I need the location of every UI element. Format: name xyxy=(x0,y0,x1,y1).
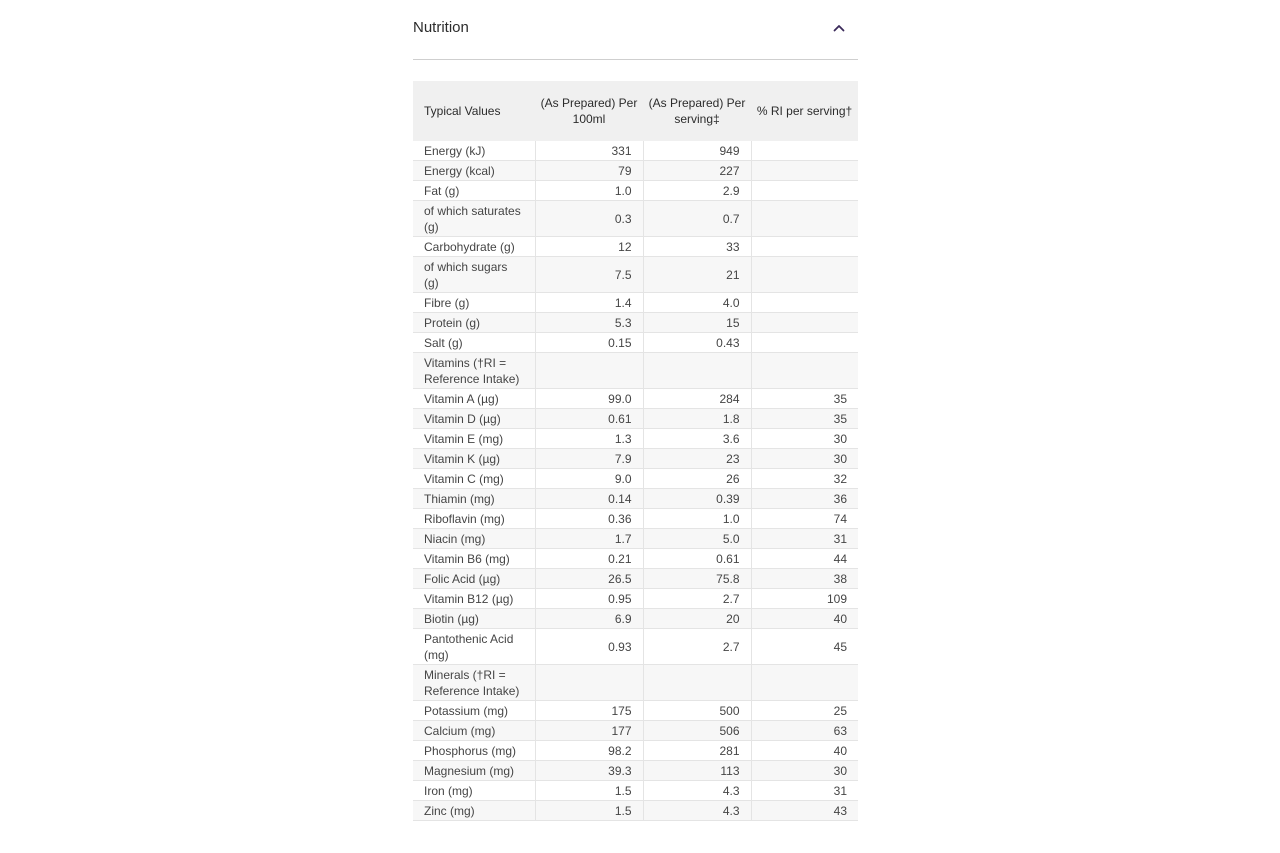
nutrient-name-cell: Energy (kcal) xyxy=(413,161,535,181)
per-100ml-cell: 9.0 xyxy=(535,469,643,489)
table-row xyxy=(413,761,858,781)
per-100ml-cell: 1.7 xyxy=(535,529,643,549)
per-serving-cell: 23 xyxy=(643,449,751,469)
ri-percent-cell: 30 xyxy=(751,449,858,469)
per-100ml-cell: 177 xyxy=(535,721,643,741)
per-serving-cell: 15 xyxy=(643,313,751,333)
nutrient-name-cell: Biotin (µg) xyxy=(413,609,535,629)
ri-percent-cell xyxy=(751,353,858,389)
ri-percent-cell xyxy=(751,181,858,201)
nutrient-name-cell: Vitamin E (mg) xyxy=(413,429,535,449)
per-100ml-cell: 79 xyxy=(535,161,643,181)
ri-percent-cell: 74 xyxy=(751,509,858,529)
nutrient-name-cell: Vitamin K (µg) xyxy=(413,449,535,469)
nutrient-name-cell: Fibre (g) xyxy=(413,293,535,313)
ri-percent-cell xyxy=(751,201,858,237)
table-row xyxy=(413,569,858,589)
per-serving-cell: 284 xyxy=(643,389,751,409)
per-100ml-cell: 7.5 xyxy=(535,257,643,293)
ri-percent-cell xyxy=(751,237,858,257)
nutrition-accordion xyxy=(413,0,858,818)
table-row xyxy=(413,313,858,333)
ri-percent-cell: 38 xyxy=(751,569,858,589)
ri-percent-cell: 35 xyxy=(751,409,858,429)
table-row xyxy=(413,181,858,201)
nutrition-accordion-header[interactable] xyxy=(413,0,858,60)
ri-percent-cell xyxy=(751,293,858,313)
per-serving-cell: 0.7 xyxy=(643,201,751,237)
table-row xyxy=(413,665,858,701)
ri-percent-cell xyxy=(751,665,858,701)
table-row xyxy=(413,257,858,293)
table-row xyxy=(413,161,858,181)
per-100ml-cell: 331 xyxy=(535,141,643,161)
per-100ml-cell: 0.61 xyxy=(535,409,643,429)
per-serving-cell: 227 xyxy=(643,161,751,181)
table-row xyxy=(413,781,858,801)
nutrient-name-cell: Magnesium (mg) xyxy=(413,761,535,781)
per-100ml-cell: 0.21 xyxy=(535,549,643,569)
per-serving-cell: 949 xyxy=(643,141,751,161)
nutrient-name-cell: Vitamin C (mg) xyxy=(413,469,535,489)
nutrient-name-cell: Vitamin A (µg) xyxy=(413,389,535,409)
ri-percent-cell xyxy=(751,161,858,181)
per-serving-cell: 2.9 xyxy=(643,181,751,201)
ri-percent-cell: 40 xyxy=(751,609,858,629)
per-serving-cell xyxy=(643,665,751,701)
per-100ml-cell: 1.4 xyxy=(535,293,643,313)
nutrient-name-cell: Vitamin D (µg) xyxy=(413,409,535,429)
per-100ml-cell: 0.36 xyxy=(535,509,643,529)
table-row xyxy=(413,489,858,509)
table-header-row xyxy=(413,81,858,141)
nutrition-title: Nutrition xyxy=(413,19,469,36)
ri-percent-cell xyxy=(751,141,858,161)
nutrient-name-cell: Minerals (†RI = Reference Intake) xyxy=(413,665,535,701)
per-100ml-cell: 26.5 xyxy=(535,569,643,589)
per-serving-cell: 4.3 xyxy=(643,801,751,821)
table-row xyxy=(413,701,858,721)
per-100ml-cell: 1.3 xyxy=(535,429,643,449)
nutrient-name-cell: Folic Acid (µg) xyxy=(413,569,535,589)
per-serving-cell: 0.39 xyxy=(643,489,751,509)
nutrient-name-cell: of which sugars (g) xyxy=(413,257,535,293)
nutrient-name-cell: Carbohydrate (g) xyxy=(413,237,535,257)
nutrient-name-cell: Salt (g) xyxy=(413,333,535,353)
per-100ml-cell: 0.15 xyxy=(535,333,643,353)
table-row xyxy=(413,141,858,161)
per-serving-cell xyxy=(643,353,751,389)
per-100ml-cell: 0.14 xyxy=(535,489,643,509)
per-serving-cell: 4.0 xyxy=(643,293,751,313)
header-per-serving: (As Prepared) Per serving‡ xyxy=(643,81,751,141)
ri-percent-cell: 43 xyxy=(751,801,858,821)
per-serving-cell: 33 xyxy=(643,237,751,257)
per-100ml-cell xyxy=(535,353,643,389)
ri-percent-cell: 31 xyxy=(751,781,858,801)
table-row xyxy=(413,549,858,569)
ri-percent-cell: 30 xyxy=(751,761,858,781)
ri-percent-cell: 32 xyxy=(751,469,858,489)
per-serving-cell: 500 xyxy=(643,701,751,721)
nutrient-name-cell: Potassium (mg) xyxy=(413,701,535,721)
nutrient-name-cell: Phosphorus (mg) xyxy=(413,741,535,761)
per-100ml-cell xyxy=(535,665,643,701)
table-row xyxy=(413,609,858,629)
nutrient-name-cell: Vitamins (†RI = Reference Intake) xyxy=(413,353,535,389)
header-ri-per-serving: % RI per serving† xyxy=(751,81,858,141)
table-row xyxy=(413,333,858,353)
ri-percent-cell xyxy=(751,257,858,293)
nutrient-name-cell: Zinc (mg) xyxy=(413,801,535,821)
per-100ml-cell: 1.5 xyxy=(535,781,643,801)
nutrient-name-cell: Calcium (mg) xyxy=(413,721,535,741)
ri-percent-cell: 36 xyxy=(751,489,858,509)
per-serving-cell: 75.8 xyxy=(643,569,751,589)
table-row xyxy=(413,741,858,761)
per-100ml-cell: 0.95 xyxy=(535,589,643,609)
table-row xyxy=(413,449,858,469)
header-per-100ml: (As Prepared) Per 100ml xyxy=(535,81,643,141)
per-serving-cell: 5.0 xyxy=(643,529,751,549)
per-serving-cell: 113 xyxy=(643,761,751,781)
table-row xyxy=(413,529,858,549)
table-row xyxy=(413,389,858,409)
per-100ml-cell: 7.9 xyxy=(535,449,643,469)
table-row xyxy=(413,801,858,821)
chevron-up-icon[interactable] xyxy=(828,17,850,39)
per-100ml-cell: 6.9 xyxy=(535,609,643,629)
nutrient-name-cell: Fat (g) xyxy=(413,181,535,201)
ri-percent-cell xyxy=(751,333,858,353)
per-serving-cell: 2.7 xyxy=(643,589,751,609)
nutrient-name-cell: Thiamin (mg) xyxy=(413,489,535,509)
nutrient-name-cell: of which saturates (g) xyxy=(413,201,535,237)
per-100ml-cell: 175 xyxy=(535,701,643,721)
per-serving-cell: 0.43 xyxy=(643,333,751,353)
ri-percent-cell: 35 xyxy=(751,389,858,409)
ri-percent-cell: 45 xyxy=(751,629,858,665)
table-row xyxy=(413,721,858,741)
per-serving-cell: 26 xyxy=(643,469,751,489)
per-serving-cell: 281 xyxy=(643,741,751,761)
per-100ml-cell: 0.93 xyxy=(535,629,643,665)
per-serving-cell: 21 xyxy=(643,257,751,293)
nutrient-name-cell: Iron (mg) xyxy=(413,781,535,801)
per-serving-cell: 0.61 xyxy=(643,549,751,569)
nutrient-name-cell: Energy (kJ) xyxy=(413,141,535,161)
per-serving-cell: 3.6 xyxy=(643,429,751,449)
per-100ml-cell: 5.3 xyxy=(535,313,643,333)
per-serving-cell: 1.0 xyxy=(643,509,751,529)
nutrition-table-body xyxy=(413,141,858,821)
per-100ml-cell: 98.2 xyxy=(535,741,643,761)
nutrient-name-cell: Vitamin B6 (mg) xyxy=(413,549,535,569)
table-row xyxy=(413,629,858,665)
table-row xyxy=(413,293,858,313)
table-row xyxy=(413,509,858,529)
ri-percent-cell: 25 xyxy=(751,701,858,721)
nutrient-name-cell: Vitamin B12 (µg) xyxy=(413,589,535,609)
nutrient-name-cell: Riboflavin (mg) xyxy=(413,509,535,529)
table-row xyxy=(413,469,858,489)
per-serving-cell: 1.8 xyxy=(643,409,751,429)
per-serving-cell: 20 xyxy=(643,609,751,629)
table-row xyxy=(413,429,858,449)
per-100ml-cell: 0.3 xyxy=(535,201,643,237)
table-row xyxy=(413,353,858,389)
table-row xyxy=(413,201,858,237)
nutrient-name-cell: Niacin (mg) xyxy=(413,529,535,549)
header-typical-values: Typical Values xyxy=(413,81,535,141)
per-100ml-cell: 99.0 xyxy=(535,389,643,409)
ri-percent-cell: 109 xyxy=(751,589,858,609)
ri-percent-cell: 31 xyxy=(751,529,858,549)
per-serving-cell: 2.7 xyxy=(643,629,751,665)
nutrient-name-cell: Protein (g) xyxy=(413,313,535,333)
per-100ml-cell: 12 xyxy=(535,237,643,257)
nutrition-table xyxy=(413,81,858,821)
ri-percent-cell: 44 xyxy=(751,549,858,569)
per-100ml-cell: 1.5 xyxy=(535,801,643,821)
ri-percent-cell: 63 xyxy=(751,721,858,741)
table-row xyxy=(413,237,858,257)
per-100ml-cell: 39.3 xyxy=(535,761,643,781)
ri-percent-cell: 30 xyxy=(751,429,858,449)
per-serving-cell: 4.3 xyxy=(643,781,751,801)
table-row xyxy=(413,409,858,429)
table-row xyxy=(413,589,858,609)
per-100ml-cell: 1.0 xyxy=(535,181,643,201)
per-serving-cell: 506 xyxy=(643,721,751,741)
ri-percent-cell xyxy=(751,313,858,333)
ri-percent-cell: 40 xyxy=(751,741,858,761)
nutrient-name-cell: Pantothenic Acid (mg) xyxy=(413,629,535,665)
